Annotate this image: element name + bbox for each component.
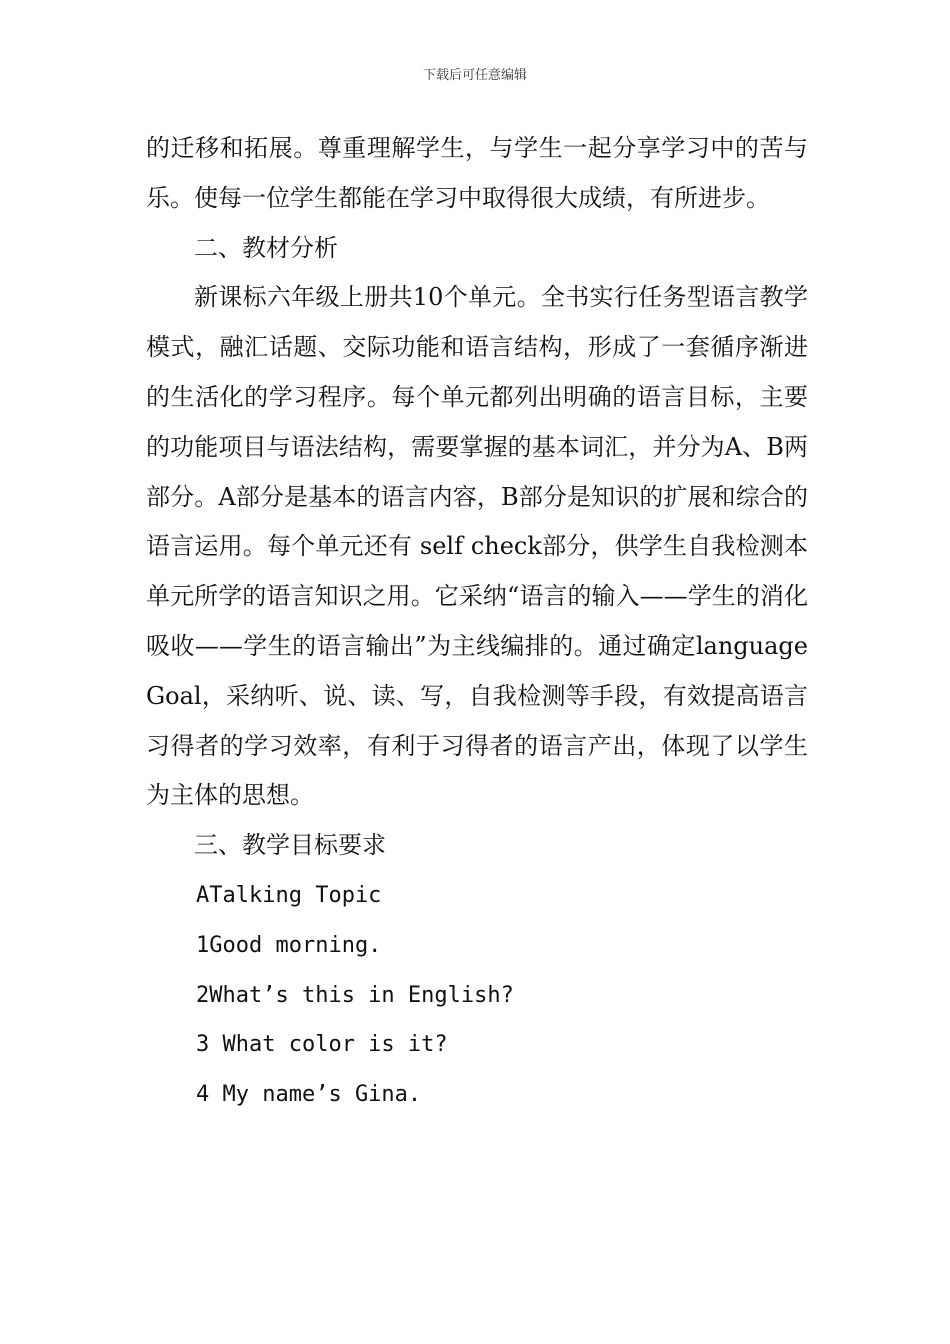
list-item: 4 My name’s Gina. (196, 1082, 422, 1108)
list-item: 2What’s this in English? (196, 982, 514, 1008)
section-heading-textbook-analysis: 二、教材分析 (194, 233, 338, 262)
document-body (146, 124, 808, 1120)
list-item: 1Good morning. (196, 932, 382, 958)
section-heading-teaching-goals: 三、教学目标要求 (194, 831, 386, 860)
page-header: 下载后可任意编辑 (422, 68, 527, 83)
paragraph-continuation: 的迁移和拓展。尊重理解学生，与学生一起分享学习中的苦与乐。使每一位学生都能在学习中取得很大成绩，有所进步。 (146, 134, 808, 212)
list-item: 3 What color is it? (196, 1032, 448, 1058)
paragraph-textbook-analysis: 新课标六年级上册共10个单元。全书实行任务型语言教学模式，融汇话题、交际功能和语言结构，形成了一套循序渐进的生活化的学习程序。每个单元都列出明确的语言目标，主要的功能项目与语法结构，需要掌握的基本词汇，并分为A、B两部分。A部分是基本的语言内容，B部分是知识的扩展和综合的语言运用。每个单元还有 self check部分，供学生自我检测本单元所学的语言知识之用。它采纳“语言的输入——学生的消化吸收——学生的语言输出”为主线编排的。通过确定language Goal，采纳听、说、读、写，自我检测等手段，有效提高语言习得者的学习效率，有利于习得者的语言产出，体现了以学生为主体的思想。 (146, 283, 808, 810)
list-item-talking-topic: ATalking Topic (196, 882, 382, 908)
